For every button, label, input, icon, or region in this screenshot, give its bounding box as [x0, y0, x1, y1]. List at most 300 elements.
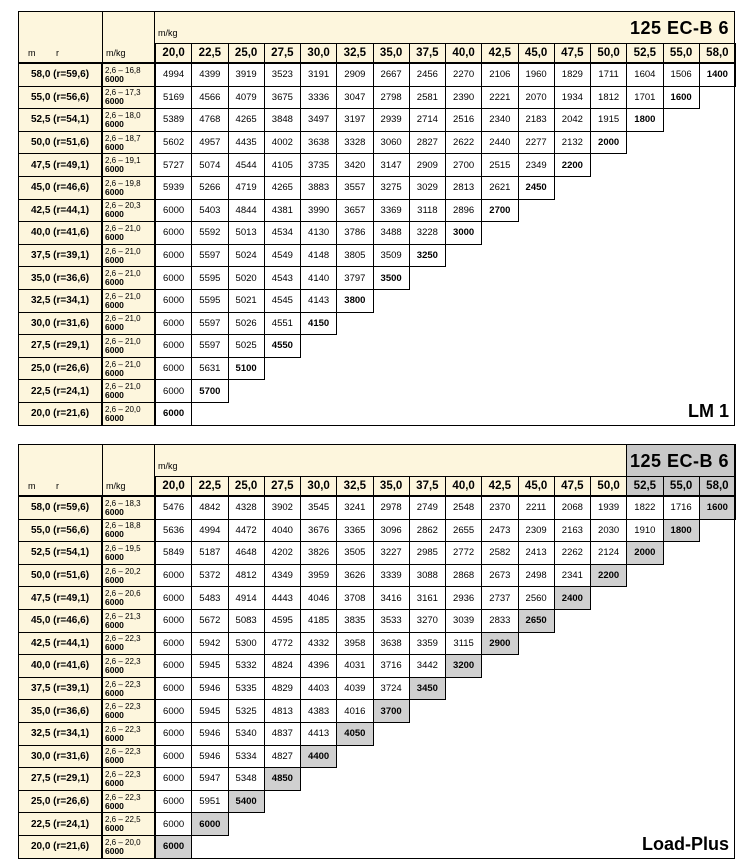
column-header: 47,5: [554, 43, 591, 63]
row-range: [102, 221, 155, 245]
load-cell: 4824: [264, 654, 301, 678]
range-span: 2,6 – 21,0: [105, 382, 141, 392]
row-range: [102, 199, 155, 223]
load-cell: 6000: [155, 244, 192, 268]
row-range: [102, 812, 155, 836]
load-cell: 5595: [191, 266, 228, 290]
max-load-cell: 4050: [336, 722, 373, 746]
load-cell: 6000: [155, 221, 192, 245]
column-header: 30,0: [300, 476, 337, 496]
load-cell: 2622: [445, 131, 482, 155]
load-cell: 1506: [663, 63, 700, 87]
chart-title: 125 EC-B 6: [629, 451, 729, 471]
load-cell: 4837: [264, 722, 301, 746]
load-cell: 3118: [409, 199, 446, 223]
range-span: 2,6 – 20,0: [105, 837, 141, 847]
load-cell: 4413: [300, 722, 337, 746]
load-cell: 3786: [336, 221, 373, 245]
column-header: 50,0: [590, 476, 627, 496]
load-cell: 4381: [264, 199, 301, 223]
range-span: 2,6 – 20,2: [105, 566, 141, 576]
range-base-load: 6000: [105, 574, 124, 585]
load-cell: 4039: [336, 677, 373, 701]
range-base-load: 6000: [105, 619, 124, 630]
load-chart-load-plus: [18, 444, 735, 856]
load-cell: 5187: [191, 541, 228, 565]
max-load-cell: 3450: [409, 677, 446, 701]
max-load-cell: 3700: [373, 699, 410, 723]
load-cell: 4719: [228, 176, 265, 200]
load-cell: 3241: [336, 496, 373, 520]
load-cell: 2582: [481, 541, 518, 565]
load-cell: 3191: [300, 63, 337, 87]
load-cell: 3275: [373, 176, 410, 200]
range-span: 2,6 – 17,3: [105, 88, 141, 98]
column-header: 40,0: [445, 43, 482, 63]
max-load-cell: 1800: [663, 519, 700, 543]
row-range: [102, 334, 155, 358]
row-label: 47,5 (r=49,1): [18, 153, 102, 177]
range-span: 2,6 – 22,3: [105, 702, 141, 712]
range-base-load: 6000: [105, 141, 124, 152]
load-cell: 4399: [191, 63, 228, 87]
load-cell: 1910: [626, 519, 663, 543]
load-cell: 4549: [264, 244, 301, 268]
load-cell: 2211: [518, 496, 555, 520]
load-cell: 4435: [228, 131, 265, 155]
load-cell: 2309: [518, 519, 555, 543]
load-cell: 6000: [155, 357, 192, 381]
column-header: 30,0: [300, 43, 337, 63]
range-base-load: 6000: [105, 823, 124, 834]
row-label: 37,5 (r=39,1): [18, 244, 102, 268]
range-span: 2,6 – 18,8: [105, 521, 141, 531]
load-cell: 4383: [300, 699, 337, 723]
column-label-m: m: [28, 481, 36, 491]
load-cell: 2183: [518, 108, 555, 132]
load-cell: 2390: [445, 86, 482, 110]
load-cell: 4016: [336, 699, 373, 723]
load-cell: 4185: [300, 609, 337, 633]
load-cell: 4534: [264, 221, 301, 245]
range-base-load: 6000: [105, 390, 124, 401]
row-label: 40,0 (r=41,6): [18, 654, 102, 678]
load-cell: 3638: [300, 131, 337, 155]
row-range: [102, 357, 155, 381]
range-base-load: 6000: [105, 732, 124, 743]
load-cell: 2939: [373, 108, 410, 132]
range-base-load: 6000: [105, 800, 124, 811]
load-cell: 6000: [155, 722, 192, 746]
load-cell: 3147: [373, 153, 410, 177]
load-cell: 5300: [228, 632, 265, 656]
max-load-cell: 4400: [300, 745, 337, 769]
load-cell: 5597: [191, 334, 228, 358]
load-cell: 3557: [336, 176, 373, 200]
load-cell: 3533: [373, 609, 410, 633]
range-base-load: 6000: [105, 777, 124, 788]
range-base-load: 6000: [105, 344, 124, 355]
load-cell: 3365: [336, 519, 373, 543]
load-cell: 2673: [481, 564, 518, 588]
row-label: 32,5 (r=34,1): [18, 289, 102, 313]
load-cell: 3883: [300, 176, 337, 200]
load-cell: 4648: [228, 541, 265, 565]
load-cell: 4079: [228, 86, 265, 110]
load-cell: 3227: [373, 541, 410, 565]
load-cell: 2833: [481, 609, 518, 633]
load-cell: 3115: [445, 632, 482, 656]
load-cell: 5597: [191, 312, 228, 336]
max-load-cell: 1800: [626, 108, 663, 132]
load-cell: 1822: [626, 496, 663, 520]
row-label: 20,0 (r=21,6): [18, 402, 102, 426]
max-load-cell: 2400: [554, 586, 591, 610]
load-cell: 2030: [590, 519, 627, 543]
chart-title: 125 EC-B 6: [629, 18, 729, 38]
load-cell: 4829: [264, 677, 301, 701]
load-cell: 5636: [155, 519, 192, 543]
load-cell: 5597: [191, 244, 228, 268]
column-header: 22,5: [191, 476, 228, 496]
load-cell: 5946: [191, 677, 228, 701]
load-cell: 3805: [336, 244, 373, 268]
range-base-load: 6000: [105, 322, 124, 333]
range-base-load: 6000: [105, 367, 124, 378]
range-base-load: 6000: [105, 664, 124, 675]
column-label-r: r: [56, 481, 59, 491]
max-load-cell: 1600: [699, 496, 736, 520]
row-label: 22,5 (r=24,1): [18, 812, 102, 836]
load-cell: 6000: [155, 677, 192, 701]
row-range: [102, 722, 155, 746]
range-base-load: 6000: [105, 277, 124, 288]
load-cell: 5083: [228, 609, 265, 633]
load-cell: 6000: [155, 312, 192, 336]
load-cell: 6000: [155, 654, 192, 678]
column-header: 52,5: [626, 476, 663, 496]
row-range: [102, 767, 155, 791]
load-cell: 4130: [300, 221, 337, 245]
max-load-cell: 2900: [481, 632, 518, 656]
load-cell: 3228: [409, 221, 446, 245]
max-load-cell: 6000: [155, 835, 192, 859]
column-header: 27,5: [264, 476, 301, 496]
load-cell: 6000: [155, 609, 192, 633]
range-span: 2,6 – 18,3: [105, 498, 141, 508]
max-load-cell: 3200: [445, 654, 482, 678]
load-cell: 4544: [228, 153, 265, 177]
load-cell: 4349: [264, 564, 301, 588]
load-cell: 6000: [155, 289, 192, 313]
row-range: [102, 699, 155, 723]
load-cell: 2473: [481, 519, 518, 543]
max-load-cell: 2700: [481, 199, 518, 223]
row-range: [102, 108, 155, 132]
column-header: 32,5: [336, 476, 373, 496]
range-span: 2,6 – 22,3: [105, 679, 141, 689]
load-cell: 4551: [264, 312, 301, 336]
column-header: 45,0: [518, 43, 555, 63]
load-cell: 2221: [481, 86, 518, 110]
load-cell: 6000: [155, 632, 192, 656]
load-cell: 4332: [300, 632, 337, 656]
load-cell: 4443: [264, 586, 301, 610]
range-span: 2,6 – 16,8: [105, 65, 141, 75]
load-cell: 3416: [373, 586, 410, 610]
load-cell: 2896: [445, 199, 482, 223]
range-base-load: 6000: [105, 506, 124, 517]
load-cell: 2909: [409, 153, 446, 177]
load-cell: 2798: [373, 86, 410, 110]
max-load-cell: 5400: [228, 790, 265, 814]
load-cell: 4957: [191, 131, 228, 155]
load-cell: 4143: [300, 289, 337, 313]
load-cell: 5334: [228, 745, 265, 769]
load-cell: 4595: [264, 609, 301, 633]
load-cell: 2868: [445, 564, 482, 588]
load-cell: 3029: [409, 176, 446, 200]
column-header: 52,5: [626, 43, 663, 63]
max-load-cell: 3500: [373, 266, 410, 290]
load-cell: 3197: [336, 108, 373, 132]
load-cell: 1915: [590, 108, 627, 132]
load-cell: 5946: [191, 745, 228, 769]
load-cell: 4827: [264, 745, 301, 769]
load-cell: 3442: [409, 654, 446, 678]
range-span: 2,6 – 21,0: [105, 359, 141, 369]
range-span: 2,6 – 19,8: [105, 178, 141, 188]
column-header: 42,5: [481, 43, 518, 63]
load-cell: 2068: [554, 496, 591, 520]
load-cell: 2515: [481, 153, 518, 177]
load-cell: 5389: [155, 108, 192, 132]
column-header: 37,5: [409, 476, 446, 496]
load-cell: 2700: [445, 153, 482, 177]
load-cell: 2277: [518, 131, 555, 155]
row-label: 50,0 (r=51,6): [18, 564, 102, 588]
load-cell: 6000: [155, 699, 192, 723]
range-base-load: 6000: [105, 73, 124, 84]
load-cell: 3919: [228, 63, 265, 87]
load-cell: 5727: [155, 153, 192, 177]
range-span: 2,6 – 20,3: [105, 201, 141, 211]
load-cell: 3039: [445, 609, 482, 633]
row-label: 32,5 (r=34,1): [18, 722, 102, 746]
load-cell: 3328: [336, 131, 373, 155]
row-label: 22,5 (r=24,1): [18, 379, 102, 403]
load-cell: 1711: [590, 63, 627, 87]
load-cell: 5947: [191, 767, 228, 791]
range-span: 2,6 – 21,3: [105, 611, 141, 621]
range-span: 2,6 – 19,5: [105, 543, 141, 553]
load-cell: 3088: [409, 564, 446, 588]
column-header: 35,0: [373, 43, 410, 63]
range-span: 2,6 – 22,3: [105, 792, 141, 802]
load-cell: 3835: [336, 609, 373, 633]
row-label: 40,0 (r=41,6): [18, 221, 102, 245]
row-range: [102, 131, 155, 155]
column-header: 20,0: [155, 43, 192, 63]
load-cell: 6000: [155, 812, 192, 836]
chart-footer-label: Load-Plus: [641, 833, 729, 854]
column-header: 58,0: [699, 476, 736, 496]
load-cell: 4914: [228, 586, 265, 610]
load-cell: 2581: [409, 86, 446, 110]
load-cell: 5325: [228, 699, 265, 723]
range-span: 2,6 – 22,3: [105, 769, 141, 779]
row-range: [102, 266, 155, 290]
load-cell: 3959: [300, 564, 337, 588]
max-load-cell: 3000: [445, 221, 482, 245]
load-cell: 3420: [336, 153, 373, 177]
row-label: 20,0 (r=21,6): [18, 835, 102, 859]
row-label: 45,0 (r=46,6): [18, 609, 102, 633]
load-cell: 2456: [409, 63, 446, 87]
load-cell: 4265: [228, 108, 265, 132]
load-cell: 3047: [336, 86, 373, 110]
load-cell: 1716: [663, 496, 700, 520]
range-span: 2,6 – 18,0: [105, 110, 141, 120]
load-cell: 3676: [300, 519, 337, 543]
row-range: [102, 496, 155, 520]
row-label: 45,0 (r=46,6): [18, 176, 102, 200]
load-cell: 3797: [336, 266, 373, 290]
load-cell: 6000: [155, 586, 192, 610]
load-cell: 2262: [554, 541, 591, 565]
row-label: 42,5 (r=44,1): [18, 199, 102, 223]
row-label: 50,0 (r=51,6): [18, 131, 102, 155]
row-range: [102, 244, 155, 268]
load-cell: 5020: [228, 266, 265, 290]
load-cell: 2667: [373, 63, 410, 87]
load-cell: 5021: [228, 289, 265, 313]
row-range: [102, 153, 155, 177]
load-cell: 3545: [300, 496, 337, 520]
load-cell: 3638: [373, 632, 410, 656]
range-span: 2,6 – 22,3: [105, 747, 141, 757]
load-cell: 2516: [445, 108, 482, 132]
load-cell: 5335: [228, 677, 265, 701]
load-cell: 4148: [300, 244, 337, 268]
range-span: 2,6 – 18,7: [105, 133, 141, 143]
row-label: 27,5 (r=29,1): [18, 334, 102, 358]
load-cell: 4994: [155, 63, 192, 87]
load-cell: 3848: [264, 108, 301, 132]
load-cell: 3509: [373, 244, 410, 268]
load-cell: 3096: [373, 519, 410, 543]
load-cell: 3369: [373, 199, 410, 223]
load-cell: 4031: [336, 654, 373, 678]
load-cell: 5945: [191, 654, 228, 678]
range-span: 2,6 – 20,6: [105, 589, 141, 599]
range-base-load: 6000: [105, 755, 124, 766]
load-cell: 4046: [300, 586, 337, 610]
load-cell: 5025: [228, 334, 265, 358]
load-cell: 2070: [518, 86, 555, 110]
row-range: [102, 541, 155, 565]
range-base-load: 6000: [105, 597, 124, 608]
load-cell: 1934: [554, 86, 591, 110]
row-range: [102, 86, 155, 110]
load-cell: 4140: [300, 266, 337, 290]
load-cell: 2909: [336, 63, 373, 87]
load-cell: 4002: [264, 131, 301, 155]
column-header: 55,0: [663, 43, 700, 63]
load-cell: 3657: [336, 199, 373, 223]
column-header: 42,5: [481, 476, 518, 496]
load-cell: 2813: [445, 176, 482, 200]
column-header: 25,0: [228, 43, 265, 63]
unit-label: m/kg: [158, 461, 178, 471]
load-cell: 2560: [518, 586, 555, 610]
load-cell: 3336: [300, 86, 337, 110]
load-cell: 6000: [155, 199, 192, 223]
load-cell: 3716: [373, 654, 410, 678]
chart-footer-label: LM 1: [687, 400, 729, 421]
max-load-cell: 5100: [228, 357, 265, 381]
load-cell: 5602: [155, 131, 192, 155]
row-label: 27,5 (r=29,1): [18, 767, 102, 791]
load-cell: 3902: [264, 496, 301, 520]
load-cell: 5013: [228, 221, 265, 245]
range-base-load: 6000: [105, 642, 124, 653]
load-cell: 3497: [300, 108, 337, 132]
column-header: 37,5: [409, 43, 446, 63]
max-load-cell: 2000: [590, 131, 627, 155]
load-cell: 5476: [155, 496, 192, 520]
load-cell: 3339: [373, 564, 410, 588]
row-label: 58,0 (r=59,6): [18, 63, 102, 87]
range-span: 2,6 – 22,5: [105, 815, 141, 825]
row-range: [102, 745, 155, 769]
row-label: 25,0 (r=26,6): [18, 357, 102, 381]
load-cell: 4040: [264, 519, 301, 543]
load-cell: 3626: [336, 564, 373, 588]
max-load-cell: 2450: [518, 176, 555, 200]
range-base-load: 6000: [105, 186, 124, 197]
load-cell: 3523: [264, 63, 301, 87]
load-cell: 2827: [409, 131, 446, 155]
column-header: 22,5: [191, 43, 228, 63]
max-load-cell: 1400: [699, 63, 736, 87]
load-chart-lm1: [18, 11, 735, 426]
load-cell: 4813: [264, 699, 301, 723]
load-cell: 5024: [228, 244, 265, 268]
load-cell: 3708: [336, 586, 373, 610]
load-cell: 5348: [228, 767, 265, 791]
range-base-load: 6000: [105, 529, 124, 540]
load-cell: 2772: [445, 541, 482, 565]
load-cell: 2440: [481, 131, 518, 155]
load-cell: 2714: [409, 108, 446, 132]
load-cell: 4844: [228, 199, 265, 223]
row-range: [102, 379, 155, 403]
load-cell: 2621: [481, 176, 518, 200]
unit-label: m/kg: [158, 28, 178, 38]
max-load-cell: 2200: [554, 153, 591, 177]
load-cell: 4403: [300, 677, 337, 701]
load-cell: 5595: [191, 289, 228, 313]
row-label: 42,5 (r=44,1): [18, 632, 102, 656]
load-cell: 6000: [155, 564, 192, 588]
load-cell: 3060: [373, 131, 410, 155]
load-cell: 5372: [191, 564, 228, 588]
max-load-cell: 4550: [264, 334, 301, 358]
load-cell: 5266: [191, 176, 228, 200]
load-cell: 6000: [155, 745, 192, 769]
load-cell: 5169: [155, 86, 192, 110]
